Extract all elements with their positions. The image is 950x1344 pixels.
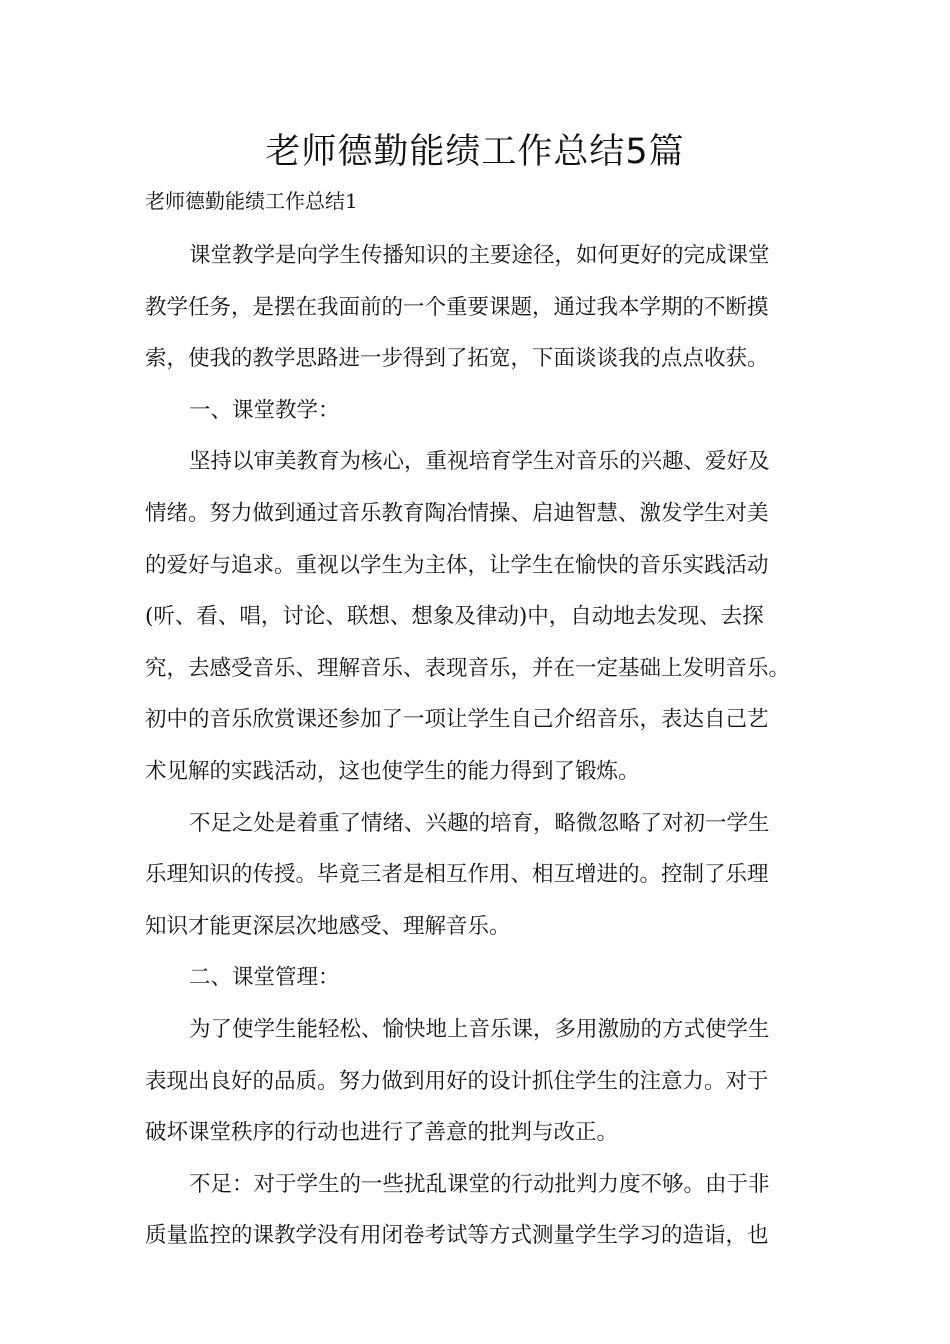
- paragraph-line: 表现出良好的品质。努力做到用好的设计抓住学生的注意力。对于: [145, 1068, 769, 1094]
- paragraph-line: 术见解的实践活动，这也使学生的能力得到了锻炼。: [145, 758, 640, 784]
- paragraph-management-shortcomings: [145, 1159, 807, 1262]
- paragraph-line: 知识才能更深层次地感受、理解音乐。: [145, 913, 511, 939]
- paragraph-line: 破坏课堂秩序的行动也进行了善意的批判与改正。: [145, 1120, 619, 1146]
- paragraph-teaching-shortcomings: [145, 798, 807, 953]
- paragraph-line: 的爱好与追求。重视以学生为主体，让学生在愉快的音乐实践活动: [145, 552, 769, 578]
- section-heading-classroom-teaching: 一、课堂教学：: [189, 397, 340, 423]
- document-title: 老师德勤能绩工作总结5篇: [265, 132, 685, 172]
- paragraph-line: 情绪。努力做到通过音乐教育陶冶情操、启迪智慧、激发学生对美: [145, 500, 769, 526]
- section-heading-classroom-management: 二、课堂管理：: [189, 965, 340, 991]
- paragraph-intro: [145, 230, 807, 385]
- section-subheading: 老师德勤能绩工作总结1: [145, 189, 358, 213]
- paragraph-line: 乐理知识的传授。毕竟三者是相互作用、相互增进的。控制了乐理: [145, 862, 769, 888]
- paragraph-line: (听、看、唱，讨论、联想、想象及律动)中，自动地去发现、去探: [145, 604, 764, 630]
- document-body: [145, 230, 807, 1262]
- paragraph-line: 索，使我的教学思路进一步得到了拓宽，下面谈谈我的点点收获。: [145, 346, 769, 372]
- paragraph-line: 坚持以审美教育为核心，重视培育学生对音乐的兴趣、爱好及: [189, 449, 770, 475]
- paragraph-line: 课堂教学是向学生传播知识的主要途径，如何更好的完成课堂: [189, 243, 770, 268]
- paragraph-line: 初中的音乐欣赏课还参加了一项让学生自己介绍音乐，表达自己艺: [145, 707, 769, 733]
- paragraph-line: 究，去感受音乐、理解音乐、表现音乐，并在一定基础上发明音乐。: [145, 655, 791, 681]
- paragraph-line: 不足：对于学生的一些扰乱课堂的行动批判力度不够。由于非: [189, 1171, 770, 1197]
- paragraph-line: 质量监控的课教学没有用闭卷考试等方式测量学生学习的造诣，也: [145, 1223, 769, 1249]
- paragraph-management-approach: [145, 1004, 807, 1159]
- paragraph-line: 教学任务，是摆在我面前的一个重要课题，通过我本学期的不断摸: [145, 294, 769, 320]
- paragraph-line: 不足之处是着重了情绪、兴趣的培育，略微忽略了对初一学生: [189, 810, 770, 836]
- paragraph-line: 为了使学生能轻松、愉快地上音乐课，多用激励的方式使学生: [189, 1016, 770, 1042]
- paragraph-teaching-approach: [145, 436, 807, 797]
